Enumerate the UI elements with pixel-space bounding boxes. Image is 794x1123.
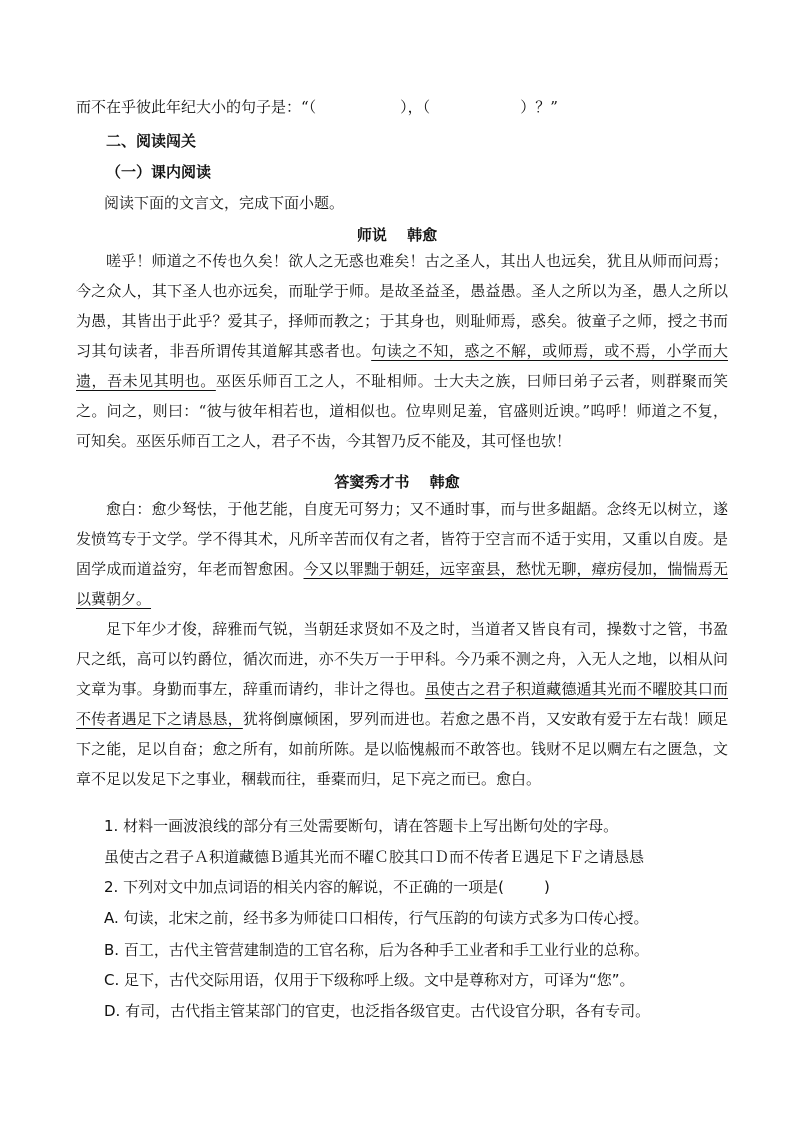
text1-underlined-sentence: 句读之不知，惑之不解，或师焉，或不焉，小学而大遗，吾未见其明也。 bbox=[76, 342, 728, 390]
question-1: 1. 材料一画波浪线的部分有三处需要断句，请在答题卡上写出断句处的字母。 bbox=[104, 817, 619, 835]
question-2-stem: 2. 下列对文中加点词语的相关内容的解说，不正确的一项是( bbox=[104, 878, 504, 896]
question-1-sentence: 虽使古之君子Ａ积道藏德Ｂ遁其光而不曜Ｃ胶其口Ｄ而不传者Ｅ遇足下Ｆ之请恳恳 bbox=[104, 848, 645, 866]
text2-p2-segment-a: 足下年少才俊，辞雅而气锐，当朝廷求贤如不及之时，当道者又皆良有司，操数寸之管，书盈尺之纸，高可以钓爵位，循次而进，亦不失万一于甲科。今乃乘不测之舟，入无人之地，以相从问文章为事。身勤而事左，辞重而请约，非计之得也。 bbox=[76, 620, 728, 698]
fill-in-prefix: 而不在乎彼此年纪大小的句子是：“（ bbox=[76, 98, 317, 116]
text1-title: 师说 韩愈 bbox=[356, 226, 438, 244]
fill-in-question-line bbox=[76, 96, 558, 117]
question-2-close-paren: ) bbox=[543, 878, 550, 896]
fill-in-suffix: ）？” bbox=[520, 98, 558, 116]
text1-paragraph bbox=[76, 246, 728, 456]
subsection-title: （一）课内阅读 bbox=[106, 163, 212, 181]
option-a: A. 句读，北宋之前，经书多为师徒口口相传，行气压韵的句读方式多为口传心授。 bbox=[104, 909, 649, 927]
text2-title: 答窦秀才书 韩愈 bbox=[334, 473, 460, 491]
option-b: B. 百工，古代主管营建制造的工官名称，后为各种手工业者和手工业行业的总称。 bbox=[104, 941, 649, 959]
text2-wavy-underlined-sentence: 虽使古之君子积道藏德遁其光而不曜胶其口而不传者遇足下之请恳恳， bbox=[76, 680, 728, 728]
fill-in-mid: ），（ bbox=[400, 98, 431, 116]
text2-paragraph-1 bbox=[76, 494, 728, 614]
text1-segment-a: 嗟乎！师道之不传也久矣！欲人之无惑也难矣！古之圣人，其出人也远矣，犹且从师而问焉；今之众人，其下圣人也亦远矣，而耻学于师。是故圣益圣，愚益愚。圣人之所以为圣，愚人之所以为愚，其皆出于此乎？爱其子，择师而教之；于其身也，则耻师焉，惑矣。彼童子之师，授之书而习其句读者，非吾所谓传其道解其惑者也。 bbox=[76, 252, 728, 360]
text2-p1-underlined-sentence: 今又以罪黜于朝廷，远宰蛮县，愁忧无聊，瘴疠侵加，惴惴焉无以冀朝夕。 bbox=[76, 560, 728, 608]
section-title: 二、阅读闯关 bbox=[106, 132, 197, 150]
text1-segment-b: 巫医乐师百工之人，不耻相师。士大夫之族，曰师曰弟子云者，则群聚而笑之。问之，则曰：“彼与彼年相若也，道相似也。位卑则足羞，官盛则近谀。”呜呼！师道之不复，可知矣。巫医乐师百工之人，君子不齿，今其智乃反不能及，其可怪也欤！ bbox=[76, 372, 728, 450]
text2-paragraph-2 bbox=[76, 614, 728, 794]
text2-body bbox=[76, 494, 728, 794]
instruction-text: 阅读下面的文言文，完成下面小题。 bbox=[104, 194, 345, 212]
option-c: C. 足下，古代交际用语，仅用于下级称呼上级。文中是尊称对方，可译为“您”。 bbox=[104, 971, 635, 989]
option-d: D. 有司，古代指主管某部门的官吏，也泛指各级官吏。古代设官分职，各有专司。 bbox=[104, 1002, 651, 1020]
question-2 bbox=[104, 876, 550, 897]
text1-body bbox=[76, 246, 728, 456]
text2-p2-segment-b: 犹将倒廪倾囷，罗列而进也。若愈之愚不肖，又安敢有爱于左右哉！顾足下之能，足以自奋；愈之所有，如前所陈。是以临愧赧而不敢答也。钱财不足以赒左右之匮急，文章不足以发足下之事业，稛载而往，垂橐而归，足下亮之而已。愈白。 bbox=[76, 710, 728, 788]
text2-p1-segment-a: 愈白：愈少驽怯，于他艺能，自度无可努力；又不通时事，而与世多龃龉。念终无以树立，遂发愤笃专于文学。学不得其术，凡所辛苦而仅有之者，皆符于空言而不适于实用，又重以自废。是固学成而道益穷，年老而智愈困。 bbox=[76, 500, 728, 578]
